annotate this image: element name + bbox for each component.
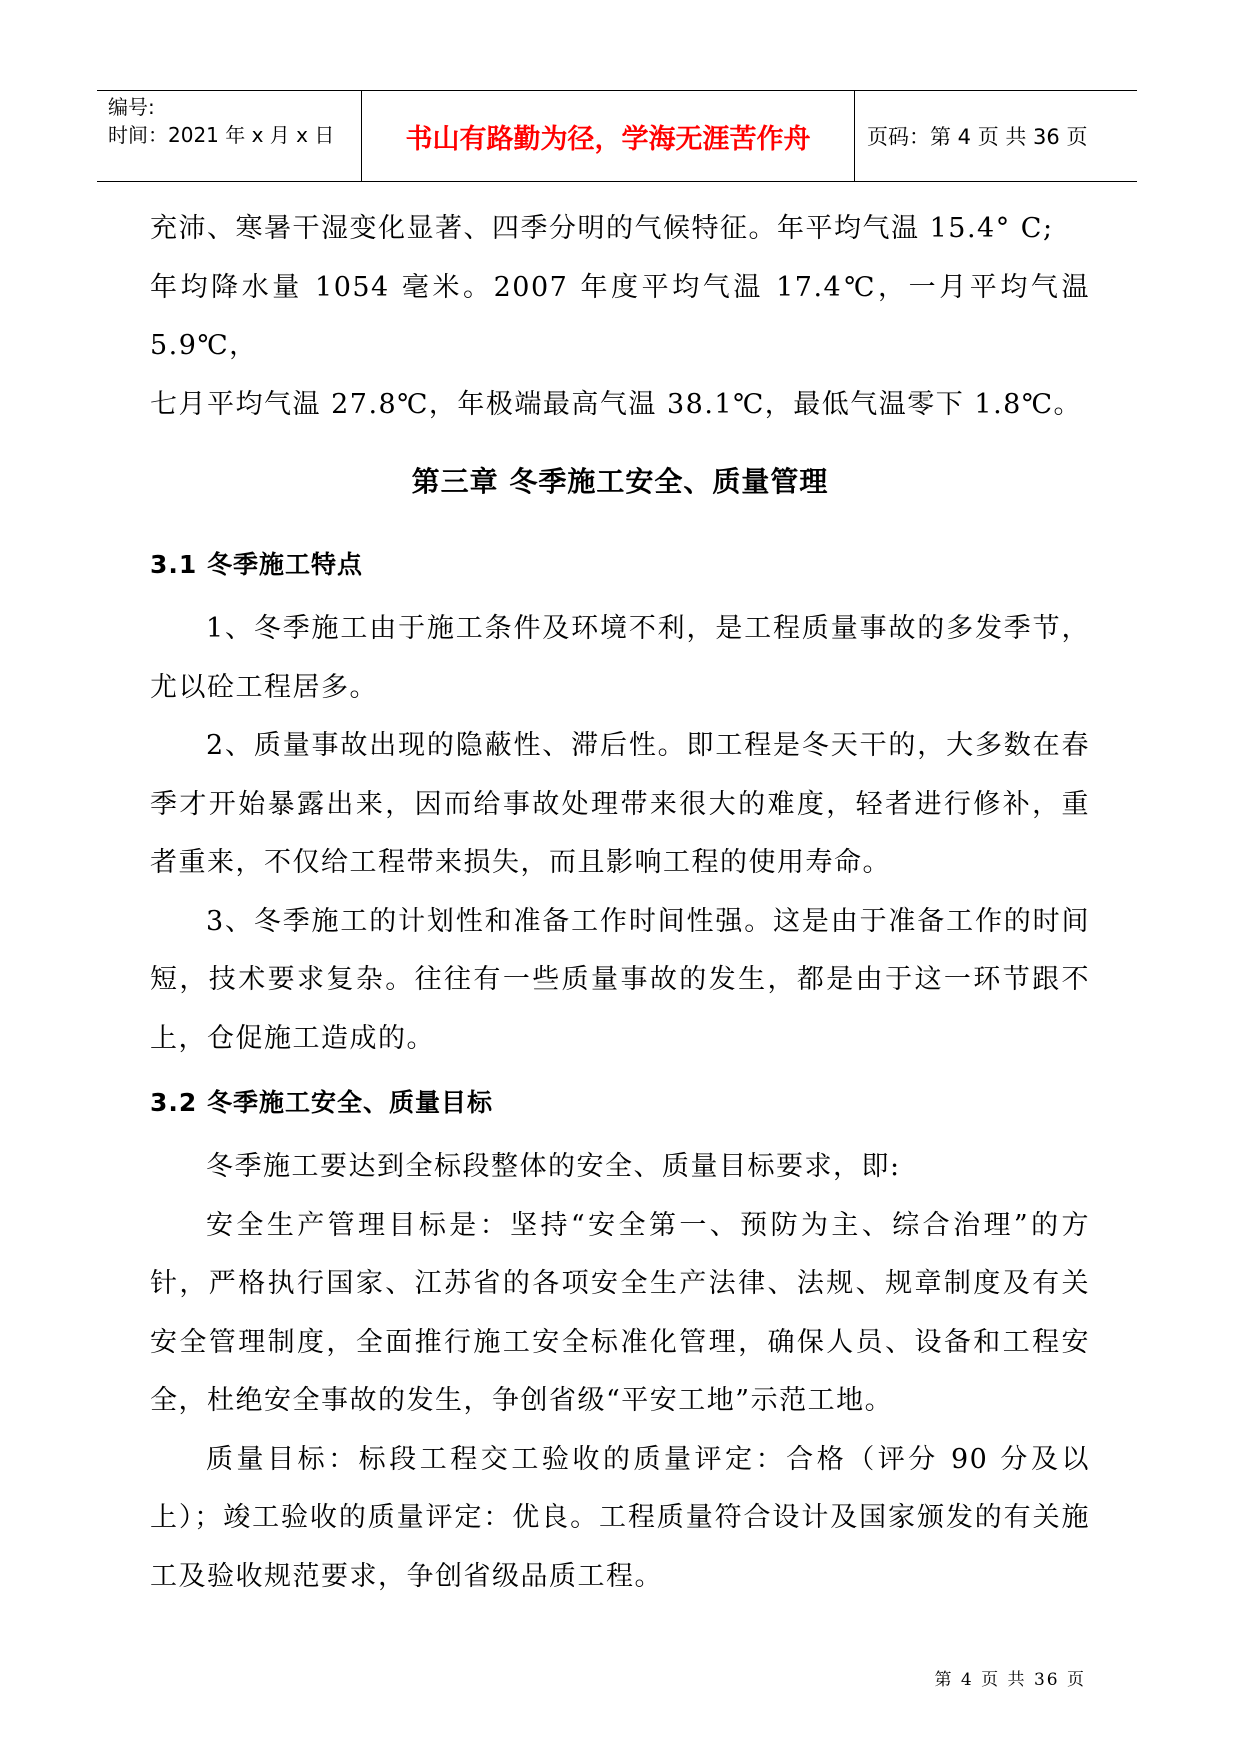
paragraph: 安全生产管理目标是：坚持“安全第一、预防为主、综合治理”的方针，严格执行国家、江苏省的各项安全生产法律、法规、规章制度及有关安全管理制度，全面推行施工安全标准化管理，确保人员、设备和工程安全，杜绝安全事故的发生，争创省级“平安工地”示范工地。 — [150, 1209, 1090, 1416]
header-motto: 书山有路勤为径，学海无涯苦作舟 — [405, 123, 811, 155]
intro-line: 年均降水量 1054 毫米。2007 年度平均气温 17.4℃，一月平均气温 5.9℃， — [150, 271, 1090, 361]
page-header — [97, 90, 1137, 182]
paragraph: 2、质量事故出现的隐蔽性、滞后性。即工程是冬天干的，大多数在春季才开始暴露出来，因而给事故处理带来很大的难度，轻者进行修补，重者重来，不仅给工程带来损失，而且影响工程的使用寿命。 — [150, 730, 1090, 878]
intro-line: 充沛、寒暑干湿变化显著、四季分明的气候特征。年平均气温 15.4° C; — [150, 213, 1054, 244]
header-page-cell — [855, 91, 1137, 181]
document-body — [150, 200, 1090, 1606]
header-page-number: 页码：第 4 页 共 36 页 — [867, 125, 1088, 149]
document-number-label: 编号: — [108, 95, 155, 119]
document-time-label: 时间：2021 年 x 月 x 日 — [108, 123, 335, 147]
paragraph: 1、冬季施工由于施工条件及环境不利，是工程质量事故的多发季节，尤以砼工程居多。 — [150, 613, 1090, 703]
chapter-title: 第三章 冬季施工安全、质量管理 — [411, 465, 829, 498]
header-motto-cell — [362, 91, 855, 181]
paragraph: 冬季施工要达到全标段整体的安全、质量目标要求，即: — [206, 1151, 901, 1182]
page-footer: 第 4 页 共 36 页 — [934, 1670, 1086, 1690]
intro-line: 七月平均气温 27.8℃，年极端最高气温 38.1℃，最低气温零下 1.8℃。 — [150, 388, 1083, 420]
paragraph: 3、冬季施工的计划性和准备工作时间性强。这是由于准备工作的时间短，技术要求复杂。往往有一些质量事故的发生，都是由于这一环节跟不上，仓促施工造成的。 — [150, 905, 1090, 1054]
paragraph: 质量目标：标段工程交工验收的质量评定：合格（评分 90 分及以上）；竣工验收的质量评定：优良。工程质量符合设计及国家颁发的有关施工及验收规范要求，争创省级品质工程。 — [150, 1443, 1090, 1592]
section-title: 3.2 冬季施工安全、质量目标 — [150, 1088, 493, 1117]
section-title: 3.1 冬季施工特点 — [150, 550, 363, 579]
header-meta-cell — [97, 91, 362, 181]
